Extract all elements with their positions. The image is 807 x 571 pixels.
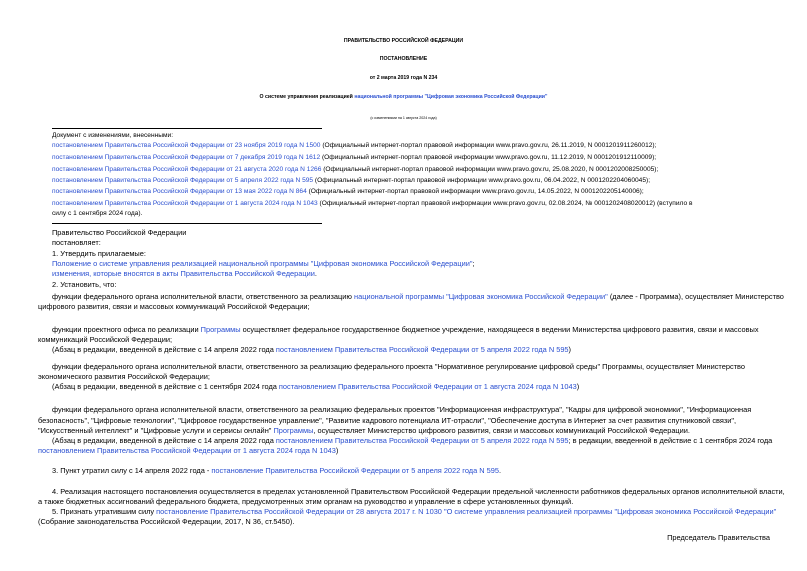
change-link[interactable]: постановлением Правительства Российской Федерации от 1 августа 2024 года N 1043: [52, 200, 318, 207]
title-program-link[interactable]: национальной программы "Цифровая экономика Российской Федерации": [354, 94, 548, 100]
change-source: (Официальный интернет-портал правовой информации www.pravo.gov.ru, 02.08.2024, № 0001202408020012) (вступило в: [317, 200, 693, 207]
function-1-line-2: цифрового развития, связи и массовых коммуникаций Российской Федерации;: [38, 302, 310, 311]
text: (Абзац в редакции, введенной в действие с 1 сентября 2024 года: [52, 382, 279, 391]
function-2-edition: [52, 345, 571, 354]
point-4-line-2: а также бюджетных ассигнований федерального бюджета, предусмотренных этим органам на руководство и управление в сфере установленных функций.: [38, 497, 574, 506]
function-4-edition-1: [52, 436, 772, 445]
function-4-line-1: функции федерального органа исполнительной власти, ответственного за реализацию федеральных проектов "Информационная инфраструктура", "Кадры для цифровой экономики", "Информационная: [52, 405, 752, 414]
function-4-line-3: [38, 426, 690, 435]
edition-link[interactable]: постановлением Правительства Российской Федерации от 5 апреля 2022 года N 595: [275, 345, 569, 354]
program-link[interactable]: национальной программы "Цифровая экономика Российской Федерации": [354, 292, 608, 301]
point-5-line-2: (Собрание законодательства Российской Федерации, 2017, N 36, ст.5450).: [38, 517, 295, 526]
text: ): [576, 382, 580, 391]
text: .: [499, 466, 502, 475]
change-item: [52, 141, 656, 150]
text: , осуществляет Министерство цифрового развития, связи и массовых коммуникаций Российской Федерации.: [313, 426, 690, 435]
text: (далее - Программа), осуществляет Министерство: [607, 292, 784, 301]
text: 5. Признать утратившим силу: [52, 507, 157, 516]
signature: Председатель Правительства: [667, 533, 770, 542]
text: (Абзац в редакции, введенной в действие с 14 апреля 2022 года: [52, 345, 276, 354]
function-3-edition: [52, 382, 579, 391]
function-2-line-2: коммуникаций Российской Федерации;: [38, 335, 173, 344]
point-1: 1. Утвердить прилагаемые:: [52, 249, 146, 258]
change-item: [52, 153, 656, 162]
function-4-edition-2: [38, 446, 338, 455]
change-source: (Официальный интернет-портал правовой информации www.pravo.gov.ru, 11.12.2019, N 0001201912110009);: [320, 154, 657, 161]
text: 3. Пункт утратил силу с 14 апреля 2022 года -: [52, 466, 212, 475]
repeal-link[interactable]: постановление Правительства Российской Федерации от 5 апреля 2022 года N 595: [211, 466, 499, 475]
title-prefix: О системе управления реализацией: [259, 94, 355, 100]
program-link[interactable]: Программы: [273, 426, 314, 435]
amendments-link[interactable]: изменения, которые вносятся в акты Правительства Российской Федерации: [52, 269, 315, 278]
decrees-line: постановляет:: [52, 238, 101, 247]
point-2: 2. Установить, что:: [52, 280, 117, 289]
government-line: Правительство Российской Федерации: [52, 228, 187, 237]
change-source: (Официальный интернет-портал правовой информации www.pravo.gov.ru, 26.11.2019, N 0001201911260012);: [320, 142, 657, 149]
point-1-a-end: ;: [472, 259, 475, 268]
point-1-b-end: .: [314, 269, 317, 278]
function-3-line-2: экономического развития Российской Федерации;: [38, 372, 210, 381]
edition-note: (с изменениями на 1 августа 2024 года): [370, 116, 437, 120]
change-link[interactable]: постановлением Правительства Российской Федерации от 5 апреля 2022 года N 595: [52, 177, 314, 184]
change-link[interactable]: постановлением Правительства Российской Федерации от 21 августа 2020 года N 1266: [52, 166, 322, 173]
change-link[interactable]: постановлением Правительства Российской Федерации от 13 мая 2022 года N 864: [52, 188, 307, 195]
text: ): [335, 446, 339, 455]
changes-intro: Документ с изменениями, внесенными:: [52, 132, 174, 139]
regulation-link[interactable]: Положение о системе управления реализацией национальной программы "Цифровая экономика Российской Федерации": [52, 259, 473, 268]
change-source: (Официальный интернет-портал правовой информации www.pravo.gov.ru, 25.08.2020, N 0001202008250005);: [321, 166, 659, 173]
function-2-line-1: [52, 325, 759, 334]
edition-link[interactable]: постановлением Правительства Российской Федерации от 1 августа 2024 года N 1043: [278, 382, 577, 391]
repealed-decree-link[interactable]: постановление Правительства Российской Федерации от 28 августа 2017 г. N 1030 "О системе управления реализацией программы "Цифровая экономика Российской Федерации": [156, 507, 777, 516]
change-source: (Официальный интернет-портал правовой информации www.pravo.gov.ru, 06.04.2022, N 0001202204060045);: [313, 177, 651, 184]
divider-top: [52, 128, 322, 129]
change-item: [52, 165, 658, 174]
edition-link[interactable]: постановлением Правительства Российской Федерации от 5 апреля 2022 года N 595: [275, 436, 569, 445]
point-1-a: [52, 259, 475, 268]
change-item: [52, 187, 644, 196]
change-item-continued: силу с 1 сентября 2024 года).: [52, 210, 143, 217]
change-source: (Официальный интернет-портал правовой информации www.pravo.gov.ru, 14.05.2022, N 0001202205140006);: [306, 188, 644, 195]
text: ; в редакции, введенной в действие с 1 сентября 2024 года: [568, 436, 773, 445]
change-link[interactable]: постановлением Правительства Российской Федерации от 7 декабря 2019 года N 1612: [52, 154, 321, 161]
change-item: [52, 199, 692, 208]
text: функции проектного офиса по реализации: [52, 325, 201, 334]
text: функции федерального органа исполнительной власти, ответственного за реализацию: [52, 292, 355, 301]
change-link[interactable]: постановлением Правительства Российской Федерации от 23 ноября 2019 года N 1500: [52, 142, 321, 149]
program-link[interactable]: Программы: [200, 325, 241, 334]
edition-link[interactable]: постановлением Правительства Российской Федерации от 1 августа 2024 года N 1043: [38, 446, 336, 455]
point-5-line-1: [52, 507, 776, 516]
divider-bottom: [52, 223, 322, 224]
doc-type-heading: ПОСТАНОВЛЕНИЕ: [379, 56, 428, 62]
text: осуществляет федеральное государственное бюджетное учреждение, находящееся в ведении Министерства цифрового развития, связи и массовых: [240, 325, 759, 334]
date-number: от 2 марта 2019 года N 234: [369, 75, 438, 81]
point-4-line-1: 4. Реализация настоящего постановления осуществляется в пределах установленной Правительством Российской Федерации предельной численности работников федеральных органов исполнительной власти,: [52, 487, 785, 496]
text: ): [568, 345, 572, 354]
org-heading: ПРАВИТЕЛЬСТВО РОССИЙСКОЙ ФЕДЕРАЦИИ: [343, 38, 464, 44]
change-item: [52, 176, 650, 185]
function-4-line-2: безопасность", "Цифровые технологии", "Цифровое государственное управление", "Развитие кадрового потенциала ИТ-отрасли", "Обеспечение доступа в Интернет за счет развития спутниковой связи",: [38, 416, 737, 425]
point-1-b: [52, 269, 317, 278]
text: (Абзац в редакции, введенной в действие с 14 апреля 2022 года: [52, 436, 276, 445]
point-3: [52, 466, 501, 475]
text: "Искусственный интеллект" и "Цифровые услуги и сервисы онлайн": [38, 426, 274, 435]
function-3-line-1: функции федерального органа исполнительной власти, ответственного за реализацию федерального проекта "Нормативное регулирование цифровой среды" Программы, осуществляет Министерство: [52, 362, 745, 371]
document-title: [0, 93, 807, 102]
function-1-line-1: [52, 292, 784, 301]
